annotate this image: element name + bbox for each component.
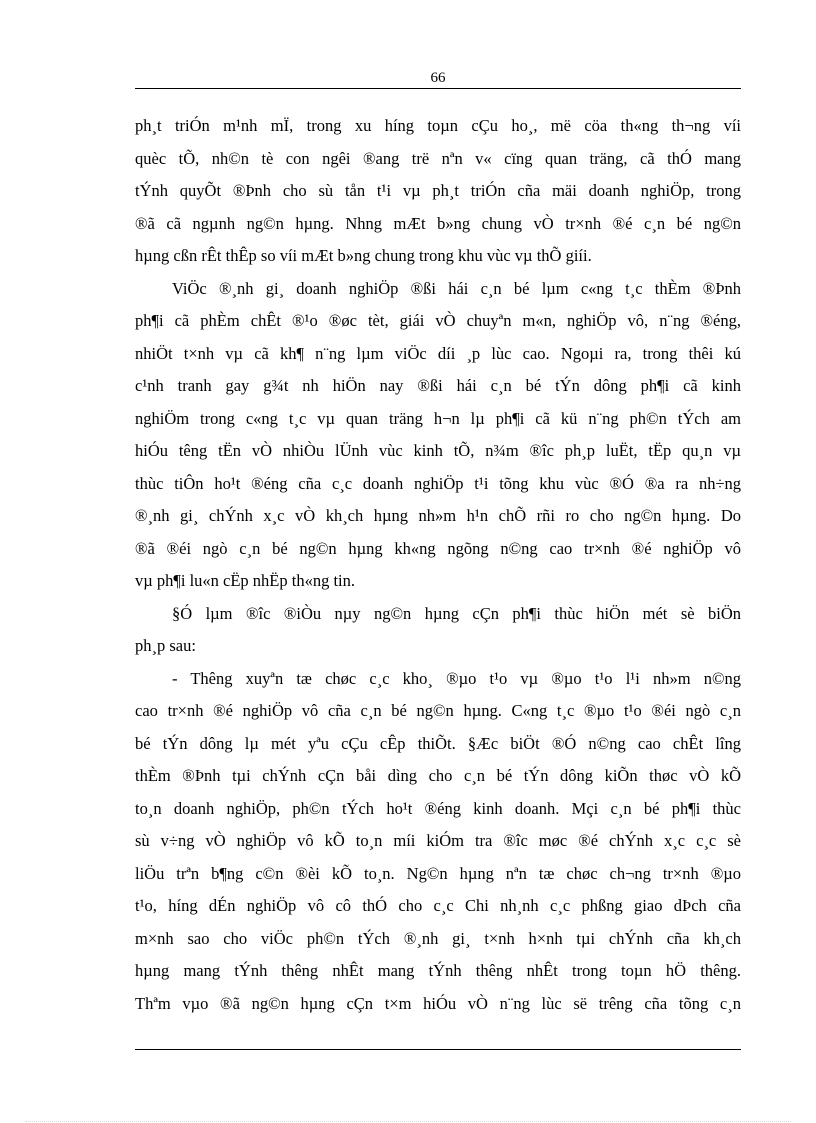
page-number: 66 <box>430 70 446 86</box>
text-line: ®¸nh gi¸ chÝnh x¸c vÒ kh¸ch hµng nh»m h¹n chÕ rñi ro cho ng©n hµng. Do <box>135 506 741 525</box>
text-line: tÝnh quyÕt ®Þnh cho sù tån t¹i vµ ph¸t triÓn cña mäi doanh nghiÖp, trong <box>135 181 741 200</box>
text-line: vµ ph¶i lu«n cËp nhËp th«ng tin. <box>135 571 356 590</box>
text-line: - Thêng xuyªn tæ chøc c¸c kho¸ ®µo t¹o vµ ®µo t¹o l¹i nh»m n©ng <box>172 668 741 688</box>
text-line: c¹nh tranh gay g¾t nh hiÖn nay ®ßi hái c¸n bé tÝn dông ph¶i cã kinh <box>135 376 741 395</box>
text-line: hµng mang tÝnh thêng nhÊt mang tÝnh thêng nhÊt trong toµn hÖ thêng. <box>135 961 741 980</box>
header-rule <box>135 88 741 89</box>
text-line: nhiÖt t×nh vµ cã kh¶ n¨ng lµm viÖc díi ¸p lùc cao. Ngoµi ra, trong thêi kú <box>135 343 741 363</box>
text-line: nghiÖm trong c«ng t¸c vµ quan träng h¬n lµ ph¶i cã kü n¨ng ph©n tÝch am <box>135 408 741 428</box>
text-line: Thªm vµo ®ã ng©n hµng cÇn t×m hiÓu vÒ n¨ng lùc së trêng cña tõng c¸n <box>135 993 741 1013</box>
text-line: sù v÷ng vÒ nghiÖp vô kÕ to¸n míi kiÓm tra ®îc møc ®é chÝnh x¸c c¸c sè <box>135 831 741 850</box>
text-line: ®ã ®éi ngò c¸n bé ng©n hµng kh«ng ngõng n©ng cao tr×nh ®é nghiÖp vô <box>135 538 741 558</box>
text-line: hiÓu têng tËn vÒ nhiÒu lÜnh vùc kinh tÕ, n¾m ®îc ph¸p luËt, tËp qu¸n vµ <box>135 441 741 460</box>
text-line: t¹o, híng dÉn nghiÖp vô cô thÓ cho c¸c Chi nh¸nh c¸c phßng giao dÞch cña <box>135 896 741 915</box>
footer-rule <box>135 1049 741 1050</box>
text-line: ViÖc ®¸nh gi¸ doanh nghiÖp ®ßi hái c¸n bé lµm c«ng t¸c thÈm ®Þnh <box>172 278 741 298</box>
text-line: hµng cßn rÊt thÊp so víi mÆt b»ng chung trong khu vùc vµ thÕ giíi. <box>135 246 592 265</box>
text-line: m×nh sao cho viÖc ph©n tÝch ®¸nh gi¸ t×nh h×nh tµi chÝnh cña kh¸ch <box>135 928 741 948</box>
text-line: ph¶i cã phÈm chÊt ®¹o ®øc tèt, giái vÒ chuyªn m«n, nghiÖp vô, n¨ng ®éng, <box>135 311 741 330</box>
text-line: cao tr×nh ®é nghiÖp vô cña c¸n bé ng©n hµng. C«ng t¸c ®µo t¹o ®éi ngò c¸n <box>135 701 741 720</box>
text-line: §Ó lµm ®îc ®iÒu nµy ng©n hµng cÇn ph¶i thùc hiÖn mét sè biÖn <box>172 603 741 623</box>
text-line: bé tÝn dông lµ mét yªu cÇu cÊp thiÕt. §Æc biÖt ®Ó n©ng cao chÊt lîng <box>135 733 741 753</box>
text-line: quèc tÕ, nh©n tè con ngêi ®ang trë nªn v« cïng quan träng, cã thÓ mang <box>135 148 741 168</box>
text-line: to¸n doanh nghiÖp, ph©n tÝch ho¹t ®éng kinh doanh. Mçi c¸n bé ph¶i thùc <box>135 798 741 818</box>
text-line: liÖu trªn b¶ng c©n ®èi kÕ to¸n. Ng©n hµng nªn tæ chøc ch¬ng tr×nh ®µo <box>135 863 741 883</box>
text-line: ph¸t triÓn m¹nh mÏ, trong xu híng toµn cÇu ho¸, më cöa th«ng th¬ng víi <box>135 116 741 135</box>
body-text <box>135 110 741 1020</box>
text-line: thÈm ®Þnh tµi chÝnh cÇn båi dìng cho c¸n bé tÝn dông kiÕn thøc vÒ kÕ <box>135 766 741 785</box>
text-line: thùc tiÔn ho¹t ®éng cña c¸c doanh nghiÖp t¹i tõng khu vùc ®Ó ®a ra nh÷ng <box>135 473 741 493</box>
text-line: ph¸p sau: <box>135 636 196 655</box>
text-line: ®ã cã ngµnh ng©n hµng. Nhng mÆt b»ng chung vÒ tr×nh ®é c¸n bé ng©n <box>135 213 741 233</box>
page-bottom-dotted-border <box>25 1121 791 1122</box>
